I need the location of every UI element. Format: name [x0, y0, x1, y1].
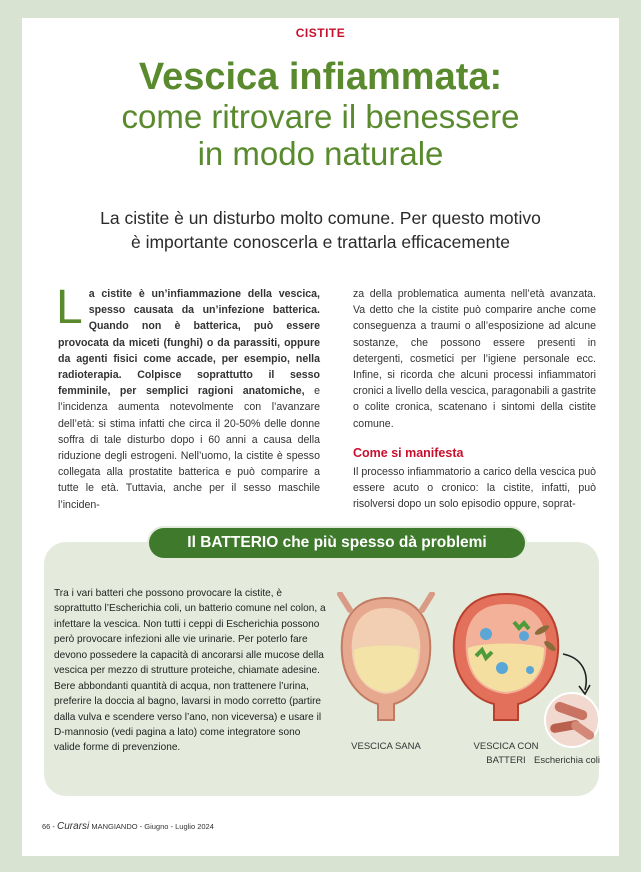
article-subtitle: [42, 206, 599, 254]
article-column-1: [56, 281, 320, 513]
info-box: [44, 534, 600, 796]
subtitle-line-1: La cistite è un disturbo molto comune. Per questo motivo: [100, 208, 541, 228]
arrow-icon: [559, 650, 593, 698]
article-title: [22, 56, 619, 172]
section-heading: Come si manifesta: [353, 445, 464, 460]
section-kicker: CISTITE: [295, 26, 346, 40]
label-infected-bladder: VESCICA CON BATTERI: [473, 741, 539, 766]
title-line-3: in modo naturale: [197, 134, 444, 172]
info-box-text: Tra i vari batteri che possono provocare la cistite, è soprattutto l’Escherichia coli, un batterio comune nel colon, a infettare la vescica. Non tutti i ceppi di Escherichia possono però provocare infezioni alle vie urinarie. Per poterlo fare devono possedere la capacità di ancorarsi alle mucose della vescica per mezzo di strutture proteiche, chiamate adesine. Bere abbondanti quantità di acqua, non trattenere l’urina, preferire la doccia al bagno, lavarsi in modo corretto (partire dalla vulva e scendere verso l’ano, non viceversa) e usare il D-mannosio (vedi pagina a lato) come integratore sono valide forme di prevenzione.: [54, 588, 326, 754]
magazine-name: Curarsi: [57, 821, 90, 832]
label-healthy-bladder: VESCICA SANA: [351, 741, 421, 752]
body-paragraph: za della problematica aumenta nell’età avanzata. Va detto che la cistite può comparire anche come conseguenza a traumi o all’esposizione ad alcune sostanze, che possono essere presenti in detergenti, cosmetici per l’igiene personale ecc. Infine, si ricorda che alcuni processi infiammatori cronici a livello della vescica, paragonabili a gastrite o colite cronica, scatenano i sintomi della cistite comune.: [353, 288, 596, 430]
body-text: e l’incidenza aumenta notevolmente con l’avanzare dell’età: si stima infatti che circa il 20-50% delle donne soffra di tale disturbo dopo i 60 anni a causa della riduzione degli estrogeni. Nell’uomo, la cistite è spesso collegata alla prostatite batterica e può comparire a tutte le età. Tuttavia, anche per il sesso maschile l’inciden-: [58, 385, 320, 511]
article-column-2: [353, 286, 596, 513]
title-line-1: Vescica infiammata:: [138, 56, 503, 98]
page-footer: 66 - Curarsi MANGIANDO - Giugno - Luglio 2024: [42, 821, 214, 832]
title-line-2: come ritrovare il benessere: [121, 97, 520, 135]
lead-paragraph: a cistite è un’infiammazione della vescica, spesso causata da un’infezione batterica. Quando non è batterica, può essere provocata da miceti (funghi) o da parassiti, oppure da agenti fisici come accade, per esempio, nella radioterapia. Colpisce soprattutto il sesso femminile, per semplici ragioni anatomiche,: [58, 288, 320, 398]
page-number: 66: [42, 822, 51, 831]
magazine-page: [22, 18, 619, 856]
info-box-title: Il BATTERIO che più spesso dà problemi: [149, 528, 525, 558]
body-paragraph: Il processo infiammatorio a carico della vescica può essere acuto o cronico: la cistite, infatti, può risolversi dopo un solo episodio oppure, soprat-: [353, 465, 596, 511]
subtitle-line-2: è importante conoscerla e trattarla efficacemente: [130, 232, 511, 253]
drop-cap: L: [56, 281, 83, 334]
escherichia-coli-illustration: [544, 692, 600, 748]
healthy-bladder-illustration: [336, 592, 436, 724]
label-escherichia-coli: Escherichia coli: [534, 755, 600, 766]
issue-info: MANGIANDO - Giugno - Luglio 2024: [91, 822, 214, 831]
